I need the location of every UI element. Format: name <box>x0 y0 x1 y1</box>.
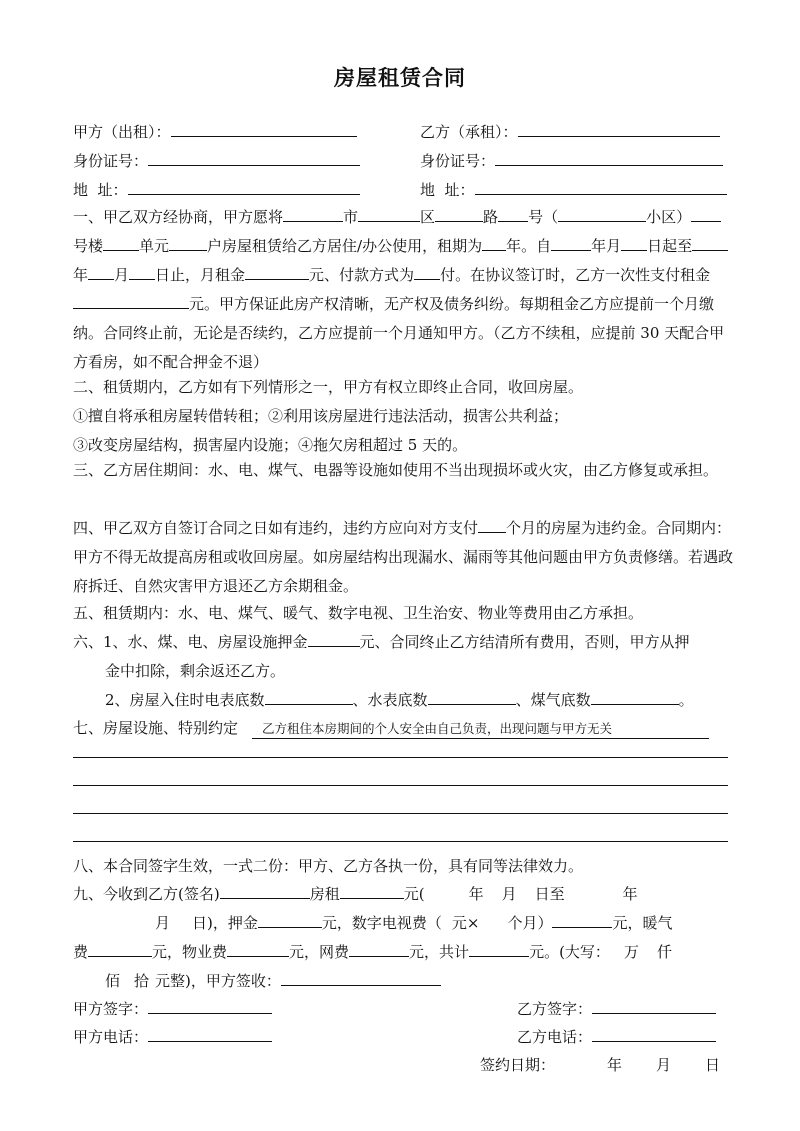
clause-1-road: 路 <box>483 208 499 226</box>
internet-fee-blank[interactable] <box>349 942 409 957</box>
clause-6-end: 。 <box>678 691 694 709</box>
lessor-phone-blank[interactable] <box>148 1027 272 1042</box>
clause-3: 三、乙方居住期间：水、电、煤气、电器等设施如使用不当出现损坏或火灾，由乙方修复或承担。 <box>73 461 719 479</box>
heating-fee-blank[interactable] <box>88 942 152 957</box>
lessor-id-blank[interactable] <box>148 151 360 166</box>
clause-9-line-1 <box>73 883 638 904</box>
unit-blank[interactable] <box>103 236 139 251</box>
lessor-receipt-blank[interactable] <box>281 971 441 986</box>
clause-1-until: 日起至 <box>647 237 693 255</box>
tv-fee-blank[interactable] <box>552 913 612 928</box>
lessee-label: 乙方（承租）： <box>420 123 518 141</box>
clause-1-number: 号（ <box>528 208 559 226</box>
lessee-address-blank[interactable] <box>475 180 727 195</box>
start-year-blank[interactable] <box>551 236 591 251</box>
penalty-months-blank[interactable] <box>478 518 506 533</box>
clause-9-received: 九、今收到乙方(签名) <box>73 885 220 903</box>
lessor-label: 甲方（出租）： <box>73 123 171 141</box>
clause-1-unit: 单元 <box>139 237 170 255</box>
clause-9-internet: 元，网费 <box>289 943 350 961</box>
clause-9-tv-rate: 元× <box>451 914 480 932</box>
lessor-phone-label: 甲方电话： <box>73 1028 149 1046</box>
lessee-field <box>420 121 720 142</box>
lessee-id-blank[interactable] <box>495 151 723 166</box>
clause-1-start-month: 年月 <box>591 237 622 255</box>
contract-title: 房屋租赁合同 <box>334 65 466 90</box>
clause-1-initial: 付。在协议签订时，乙方一次性支付租金 <box>440 266 711 284</box>
start-day-blank[interactable] <box>621 236 647 251</box>
initial-rent-blank[interactable] <box>73 294 189 309</box>
clause-9-fee: 费 <box>73 943 89 961</box>
clause-9-heating: 元，暖气 <box>612 914 673 932</box>
lessor-id-label: 身份证号： <box>73 152 149 170</box>
signing-year: 年 <box>607 1056 623 1074</box>
clause-9-rent: 房租 <box>309 885 340 903</box>
clause-9-wan: 万 <box>623 943 639 961</box>
monthly-rent-blank[interactable] <box>245 265 309 280</box>
clause-2-intro: 二、租赁期内，乙方如有下列情形之一，甲方有权立即终止合同，收回房屋。 <box>73 378 584 396</box>
clause-9-shi: 拾 <box>134 972 150 990</box>
lessee-phone-label: 乙方电话： <box>517 1028 593 1046</box>
deposit-blank[interactable] <box>308 632 360 647</box>
clause-7 <box>73 717 709 739</box>
signing-day: 日 <box>705 1056 721 1074</box>
clause-9-year-b: 年 <box>622 885 638 903</box>
lessee-address-label: 地 址： <box>420 181 475 199</box>
deposit-amount-blank[interactable] <box>258 913 322 928</box>
lessor-id-field <box>73 150 360 171</box>
signing-date <box>480 1054 720 1075</box>
clause-1-rent: 日止，月租金 <box>155 266 246 284</box>
clause-1-end-month: 月 <box>114 266 130 284</box>
lessee-name-blank[interactable] <box>220 884 310 899</box>
city-blank[interactable] <box>283 207 343 222</box>
clause-9-tv: 元，数字电视费（ <box>321 914 442 932</box>
clause-9-total: 元，共计 <box>409 943 470 961</box>
lessee-phone-blank[interactable] <box>592 1027 716 1042</box>
clause-9-property: 元，物业费 <box>152 943 228 961</box>
clause-9-signed: 元整)，甲方签收： <box>155 972 281 990</box>
rent-amount-blank[interactable] <box>340 884 404 899</box>
clause-9-paren: 元( <box>403 885 425 903</box>
end-month-blank[interactable] <box>88 265 114 280</box>
clause-6-line-1 <box>73 631 690 652</box>
lessor-sign-label: 甲方签字： <box>73 1000 149 1018</box>
electric-meter-blank[interactable] <box>265 690 353 705</box>
clause-2-items-a: ①擅自将承租房屋转借转租；②利用该房屋进行违法活动，损害公共利益； <box>73 407 569 425</box>
road-blank[interactable] <box>435 207 483 222</box>
lessee-id-field <box>420 150 723 171</box>
clause-1-from: 年。自 <box>506 237 552 255</box>
lessee-signature <box>517 998 716 1019</box>
number-blank[interactable] <box>498 207 528 222</box>
community-blank[interactable] <box>558 207 646 222</box>
district-blank[interactable] <box>358 207 420 222</box>
end-year-blank[interactable] <box>692 236 728 251</box>
lessee-phone <box>517 1026 716 1047</box>
clause-9-month-b: 月 <box>155 914 171 932</box>
special-agreement-line-2[interactable] <box>73 785 728 786</box>
special-agreement-line-4[interactable] <box>73 841 728 842</box>
clause-1-end-year: 年 <box>73 266 89 284</box>
clause-9-line-3 <box>73 941 672 962</box>
clause-2-items-b: ③改变房屋结构，损害屋内设施；④拖欠房租超过 5 天的。 <box>73 436 468 454</box>
lessor-address-blank[interactable] <box>128 180 360 195</box>
clause-1-terms: 元。甲方保证此房产权清晰，无产权及债务纠纷。每期租金乙方应提前一个月缴纳。合同终止前，无论是否续约，乙方应提前一个月通知甲方。（乙方不续租，应提前 30 天配合甲方看房，如不配合押金不退） <box>73 295 725 371</box>
special-agreement-line-3[interactable] <box>73 813 728 814</box>
clause-1-building: 号楼 <box>73 237 104 255</box>
building-blank[interactable] <box>691 207 721 222</box>
clause-6-gas: 、煤气底数 <box>515 691 591 709</box>
payment-method-blank[interactable] <box>414 265 440 280</box>
clause-9-line-2 <box>155 912 673 933</box>
lessee-sign-blank[interactable] <box>592 999 716 1014</box>
special-agreement-line-1[interactable] <box>73 757 728 758</box>
lessor-signature <box>73 998 272 1019</box>
lessee-blank[interactable] <box>518 122 720 137</box>
clause-6-settle: 元、合同终止乙方结清所有费用，否则，甲方从押 <box>359 633 690 651</box>
gas-meter-blank[interactable] <box>591 690 679 705</box>
clause-9-deposit: 日)，押金 <box>192 914 258 932</box>
clause-6-water: 、水表底数 <box>352 691 428 709</box>
clause-1-payment: 元、付款方式为 <box>309 266 415 284</box>
clause-8: 八、本合同签字生效，一式二份：甲方、乙方各执一份，具有同等法律效力。 <box>73 857 584 875</box>
lessee-id-label: 身份证号： <box>420 152 496 170</box>
clause-1-usage: 户房屋租赁给乙方居住/办公使用，租期为 <box>207 237 483 255</box>
lessor-address-label: 地 址： <box>73 181 128 199</box>
lessor-address-field <box>73 179 360 200</box>
clause-1-text: 一、甲乙双方经协商，甲方愿将 <box>73 208 284 226</box>
property-fee-blank[interactable] <box>227 942 289 957</box>
clause-9-year-a: 年 <box>468 885 484 903</box>
clause-7-label: 七、房屋设施、特别约定 <box>73 719 239 737</box>
lessor-field <box>73 121 357 142</box>
clause-1-community: 小区） <box>646 208 692 226</box>
signing-month: 月 <box>656 1056 672 1074</box>
clause-9-capital: 元。(大写： <box>529 943 610 961</box>
clause-6-electric: 2、房屋入住时电表底数 <box>105 691 265 709</box>
clause-1-district: 区 <box>420 208 436 226</box>
clause-5: 五、租赁期内：水、电、煤气、暖气、数字电视、卫生治安、物业等费用由乙方承担。 <box>73 604 644 622</box>
room-blank[interactable] <box>169 236 207 251</box>
clause-9-tv-months: 个月） <box>507 914 553 932</box>
total-blank[interactable] <box>469 942 529 957</box>
water-meter-blank[interactable] <box>428 690 516 705</box>
clause-9-bai: 佰 <box>105 972 121 990</box>
clause-6-deposit: 六、1、水、煤、电、房屋设施押金 <box>73 633 308 651</box>
lessor-sign-blank[interactable] <box>148 999 272 1014</box>
end-day-blank[interactable] <box>129 265 155 280</box>
clause-4-text: 四、甲乙双方自签订合同之日如有违约，违约方应向对方支付 <box>73 519 479 537</box>
clause-4-terms: 个月的房屋为违约金。合同期内：甲方不得无故提高房租或收回房屋。如房屋结构出现漏水、漏雨等其他问题由甲方负责修缮。若遇政府拆迁、自然灾害甲方退还乙方余期租金。 <box>73 519 734 595</box>
clause-9-qian: 仟 <box>656 943 672 961</box>
signing-date-label: 签约日期： <box>480 1056 556 1074</box>
clause-6-line-2: 金中扣除，剩余返还乙方。 <box>105 662 286 680</box>
lease-years-blank[interactable] <box>482 236 506 251</box>
lessor-blank[interactable] <box>171 122 357 137</box>
lessee-sign-label: 乙方签字： <box>517 1000 593 1018</box>
lessor-phone <box>73 1026 272 1047</box>
clause-1 <box>73 203 733 377</box>
clause-9-month-a: 月 <box>501 885 517 903</box>
clause-9-until: 日至 <box>534 885 565 903</box>
clause-9-line-4 <box>105 970 441 991</box>
clause-1-city: 市 <box>343 208 359 226</box>
lessee-address-field <box>420 179 727 200</box>
clause-6-meters <box>105 689 694 710</box>
special-agreement-text[interactable]: 乙方租住本房期间的个人安全由自己负责，出现问题与甲方无关 <box>252 720 709 739</box>
clause-4 <box>73 514 733 601</box>
